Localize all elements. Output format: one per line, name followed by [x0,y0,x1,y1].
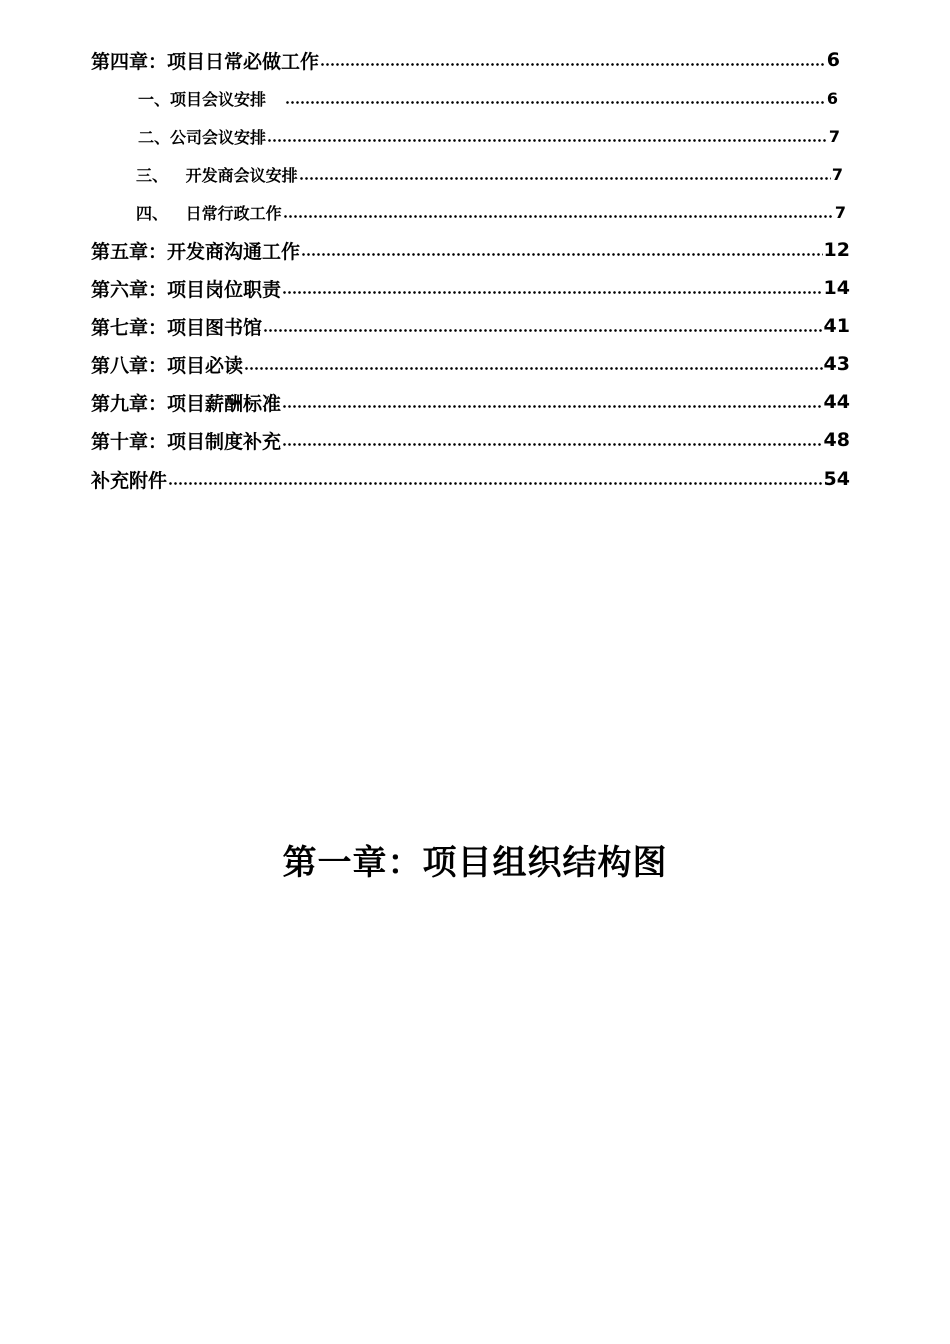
toc-entry-label: 第九章：项目薪酬标准 [91,392,282,415]
toc-entry-chapter-10[interactable] [91,425,850,455]
toc-entry-chapter-4[interactable] [91,45,840,75]
toc-entry-page-number: 7 [831,164,843,184]
toc-entry-label: 二、公司会议安排 [138,127,267,147]
toc-entry-label: 第四章：项目日常必做工作 [91,50,320,73]
toc-dot-leader [285,83,826,113]
toc-dot-leader [267,121,828,151]
toc-dot-leader [263,311,823,341]
toc-dot-leader [299,159,831,189]
toc-entry-appendix[interactable] [91,464,850,494]
toc-entry-chapter-5[interactable] [91,235,850,265]
toc-entry-label: 四、 日常行政工作 [136,203,282,223]
toc-dot-leader [282,387,823,417]
toc-entry-page-number: 44 [823,391,850,413]
toc-entry-page-number: 12 [823,239,850,261]
toc-entry-chapter-6[interactable] [91,273,850,303]
toc-dot-leader [301,235,823,265]
toc-entry-label: 补充附件 [91,469,168,492]
toc-entry-page-number: 7 [828,126,840,146]
toc-dot-leader [168,464,823,494]
toc-entry-page-number: 7 [834,202,846,222]
toc-entry-page-number: 6 [826,49,840,71]
toc-entry-label: 第十章：项目制度补充 [91,430,282,453]
toc-entry-page-number: 54 [823,468,850,490]
toc-entry-label: 一、项目会议安排 [138,89,267,109]
toc-dot-leader [282,273,823,303]
toc-entry-page-number: 43 [823,353,850,375]
toc-entry-chapter-9[interactable] [91,387,850,417]
toc-entry-label: 第五章：开发商沟通工作 [91,240,301,263]
toc-entry-page-number: 41 [823,315,850,337]
toc-entry-page-number: 14 [823,277,850,299]
toc-entry-label: 第六章：项目岗位职责 [91,278,282,301]
toc-dot-leader [283,197,834,227]
toc-entry-page-number: 6 [826,88,838,108]
toc-entry-page-number: 48 [823,429,850,451]
toc-entry-label: 三、 开发商会议安排 [136,165,298,185]
toc-entry-section-4[interactable] [136,197,846,227]
toc-entry-section-3[interactable] [136,159,843,189]
toc-entry-label: 第七章：项目图书馆 [91,316,263,339]
toc-entry-section-2[interactable] [138,121,840,151]
chapter-heading: 第一章：项目组织结构图 [282,842,668,883]
toc-entry-section-1[interactable] [138,83,838,113]
toc-entry-label: 第八章：项目必读 [91,354,244,377]
toc-dot-leader [282,425,823,455]
toc-dot-leader [244,349,823,379]
toc-entry-chapter-7[interactable] [91,311,850,341]
toc-entry-chapter-8[interactable] [91,349,850,379]
toc-dot-leader [320,45,826,75]
table-of-contents [0,0,950,500]
